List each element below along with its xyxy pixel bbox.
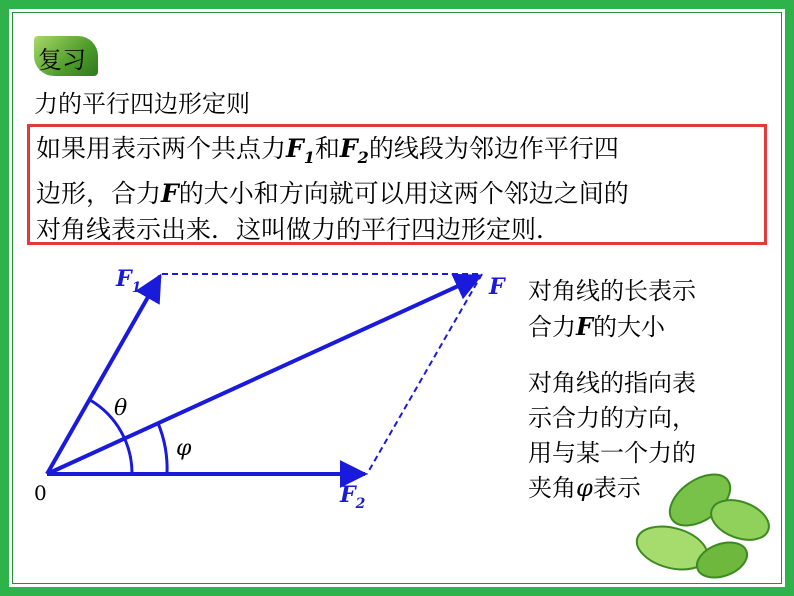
side-note-text: 合力 [528,313,576,341]
definition-text: 和 [314,134,340,163]
phi-arc [158,423,167,474]
side-note-text: 夹角 [528,474,576,502]
vector-f-resultant [47,276,480,474]
phi-symbol: φ [576,474,593,502]
f1-label: $F_1$ [116,266,142,296]
side-note-line: 对角线的长表示 [528,277,696,305]
side-note-line [528,471,778,506]
f-label: F [489,274,505,300]
side-note-line: 示合力的方向， [528,404,696,432]
f1-symbol: F [286,134,304,163]
side-note-direction [528,366,778,506]
vector-f1 [47,276,160,474]
origin-label: 0 [34,481,47,505]
page-subtitle: 力的平行四边形定则 [34,90,250,118]
f-symbol: F [161,179,179,208]
f-symbol: F [576,312,594,341]
theta-label: θ [114,396,128,421]
side-note-length [528,274,778,345]
f2-label: $F_2$ [340,482,366,512]
side-note-text: 表示 [592,474,641,502]
side-note-text: 的大小 [593,313,666,341]
review-badge-text: 复习 [38,46,86,74]
parallelogram-right-dashed [367,274,482,474]
side-note-line: 用与某一个力的 [528,439,696,467]
side-note-line [528,309,778,345]
f2-symbol: F [339,134,358,163]
side-note-line: 对角线的指向表 [528,369,696,397]
phi-label: φ [176,436,192,461]
definition-text: 的线段为邻边作平行四 [368,134,619,163]
f1-subscript: 1 [303,148,315,167]
definition-line-3: 对角线表示出来．这叫做力的平行四边形定则． [36,215,562,244]
definition-text: 边形，合力 [36,179,162,208]
f2-subscript: 2 [357,148,369,167]
definition-text: 如果用表示两个共点力 [36,134,287,163]
definition-text: 的大小和方向就可以用这两个邻边之间的 [178,179,629,208]
